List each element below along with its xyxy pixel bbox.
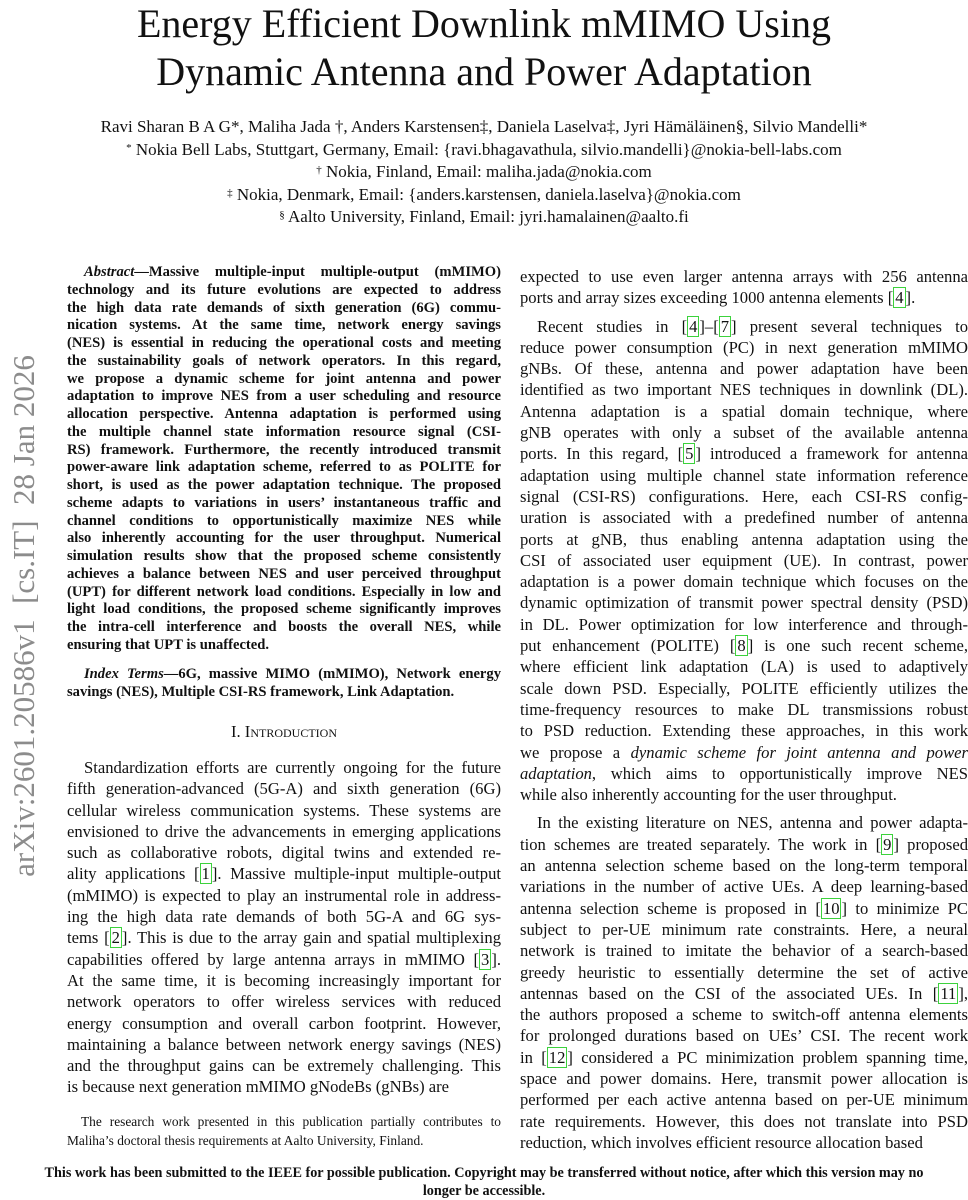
text-line: the high data rate demands of sixth generation (6G) commu- [67, 299, 501, 316]
citation-link[interactable]: 1 [201, 864, 210, 884]
text-line: ports. In this regard, [ 5 ] introduced a framework for antenna [520, 444, 968, 464]
text-line: such as collaborative robots, digital twins and extended re- [67, 843, 501, 863]
text-line: expected to use even larger antenna arrays with 256 antenna [520, 267, 968, 286]
paragraph [520, 316, 968, 806]
affiliation-text: Nokia Bell Labs, Stuttgart, Germany, Email: {ravi.bhagavathula, silvio.mandelli}@nokia-bell-labs.com [135, 139, 842, 159]
italic-text: dynamic scheme for joint antenna and power [630, 742, 968, 762]
text-line: the intra-cell interference and boosts the overall NES, while [67, 619, 501, 635]
paragraph [520, 812, 968, 1153]
text-line: where efficient link adaptation (LA) is used to adaptively [520, 657, 968, 677]
text-line: ensuring that UPT is unaffected. [67, 636, 270, 653]
affiliation [0, 161, 968, 184]
text-line: we propose a dynamic scheme for joint antenna and power [67, 370, 501, 387]
text-line: time-frequency resources to make DL transmissions robust [520, 699, 968, 719]
citation-link[interactable]: 4 [689, 316, 698, 336]
text-line: gNBs. Of these, antenna and power adaptation have been [520, 359, 968, 379]
right-column-body [520, 266, 968, 1160]
text-line: cellular wireless communication systems. These systems are [67, 800, 501, 820]
notice-line: This work has been submitted to the IEEE for possible publication. Copyright may be transferred without notice, after which this version may no [44, 1165, 924, 1181]
text-line: capabilities offered by large antenna arrays in mMIMO [ 3 ]. [67, 949, 501, 969]
affiliation [0, 139, 968, 162]
text-line: network operators to offer wireless services with reduced [67, 992, 501, 1012]
text-line: RS) framework. Furthermore, the recently introduced transmit [67, 441, 501, 458]
section-heading: I. Introduction [230, 722, 337, 741]
text-line: adaptation using multiple channel state information reference [520, 465, 968, 485]
affiliation-mark: § [279, 209, 285, 221]
text-line: simulation results show that the proposed scheme consistently [67, 548, 501, 564]
affiliation-text: Aalto University, Finland, Email: jyri.hamalainen@aalto.fi [288, 207, 689, 226]
affiliation-mark: † [316, 164, 322, 176]
citation-link[interactable]: 5 [685, 444, 694, 464]
text-line: Standardization efforts are currently ongoing for the future [84, 758, 501, 777]
text-line: maintaining a balance between network energy savings (NES) [67, 1034, 501, 1054]
paragraph [67, 264, 501, 655]
citation-link[interactable]: 9 [883, 834, 892, 854]
text-line: performed per each active antenna based on per-UE minimum [520, 1090, 968, 1110]
text-line: the multiple channel state information resource signal (CSI- [67, 423, 501, 440]
citation-link[interactable]: 10 [822, 898, 840, 918]
text-line: At the same time, it is becoming increasingly important for [67, 970, 501, 990]
text-line: to PSD reduction. Extending these approaches, in this work [520, 721, 968, 741]
text-line: we propose a dynamic scheme for joint antenna and power [520, 742, 968, 762]
citation-link[interactable]: 8 [737, 636, 746, 656]
text-line: for prolonged durations based on UEs’ CSI. The recent work [520, 1026, 968, 1046]
text-line: space and power domains. Here, transmit power allocation is [520, 1068, 968, 1088]
text-line: scale down PSD. Especially, POLITE efficiently utilizes the [520, 678, 968, 698]
text-line: ing the high data rate demands of both 5G-A and 6G sys- [67, 907, 501, 927]
paper-title [0, 0, 968, 96]
italic-text: adaptation [520, 763, 592, 783]
text-line: greedy heuristic to essentially determine the set of active [520, 962, 968, 982]
author-block [0, 116, 968, 229]
text-line: antenna selection scheme is proposed in [ 10 ] to minimize PC [520, 898, 968, 918]
abstract [67, 264, 501, 662]
affiliation [0, 206, 968, 229]
text-line: dynamic optimization of transmit power spectral density (PSD) [520, 593, 968, 613]
copyright-notice [0, 1164, 968, 1200]
text-line: power-aware link adaptation scheme, referred to as POLITE for [67, 459, 501, 476]
text-line: while also inherently accounting for the user throughput. [520, 785, 897, 805]
text-line: In the existing literature on NES, antenna and power adapta- [537, 813, 968, 833]
italic-text: Abstract [84, 264, 135, 280]
citation-link[interactable]: 2 [111, 928, 120, 948]
citation-link[interactable]: 12 [548, 1047, 566, 1067]
text-line: CSI of associated user equipment (UE). In contrast, power [520, 550, 968, 570]
text-line: allocation perspective. Antenna adaptation is performed using [67, 406, 501, 422]
text-line: gNB operates with only a subset of the available antenna [520, 423, 968, 443]
text-line: signal (CSI-RS) configurations. Here, each CSI-RS config- [520, 486, 968, 506]
text-line: network is trained to imitate the behavior of a search-based [520, 941, 968, 961]
text-line: subject to per-UE minimum rate constraints. Here, a neural [520, 919, 968, 939]
text-line: ports at gNB, thus enabling antenna adaptation using the [520, 529, 968, 549]
text-line: (NES) is essential in reducing the operational costs and meeting [67, 335, 501, 351]
citation-link[interactable]: 3 [481, 949, 490, 969]
affiliation-text: Nokia, Finland, Email: maliha.jada@nokia.com [325, 162, 652, 181]
text-line: Abstract—Massive multiple-input multiple-output (mMIMO) [84, 264, 501, 280]
title-line: Dynamic Antenna and Power Adaptation [156, 49, 812, 94]
text-line: reduce power consumption (PC) in next generation mMIMO [520, 337, 968, 357]
footnote-line: Maliha’s doctoral thesis requirements at Aalto University, Finland. [67, 1133, 424, 1148]
title-line: Energy Efficient Downlink mMIMO Using [136, 1, 831, 46]
affiliation-text: Nokia, Denmark, Email: {anders.karstensen, daniela.laselva}@nokia.com [236, 184, 741, 204]
paragraph [67, 666, 501, 702]
text-line: channel conditions to opportunistically maximize NES while [67, 512, 501, 529]
text-line: achieves a balance between NES and user perceived throughput [67, 565, 501, 582]
text-line: tems [ 2 ]. This is due to the array gain and spatial multiplexing [67, 928, 501, 948]
text-line: scheme adapts to variations in users’ instantaneous traffic and [67, 494, 501, 511]
text-line: adaptation, which aims to opportunistically improve NES [520, 763, 968, 783]
text-line: envisioned to drive the advancements in emerging applications [67, 821, 501, 841]
text-line: also inherently accounting for the user throughput. Numerical [67, 530, 501, 547]
notice-line: longer be accessible. [422, 1183, 546, 1199]
text-line: in DL. Power optimization for low interference and through- [520, 614, 968, 634]
arxiv-stamp: arXiv:2601.20586v1 [cs.IT] 28 Jan 2026 [6, 355, 41, 877]
text-line: energy consumption and overall carbon footprint. However, [67, 1013, 501, 1033]
citation-link[interactable]: 7 [720, 316, 730, 336]
text-line: adaptation is a power domain technique which focuses on the [520, 572, 968, 592]
paragraph [520, 266, 968, 309]
citation-link[interactable]: 11 [940, 983, 957, 1003]
text-line: Antenna adaptation is a spatial domain technique, where [520, 401, 968, 421]
text-line: in [ 12 ] considered a PC minimization problem spanning time, [520, 1047, 968, 1067]
italic-text: Index Terms [84, 666, 164, 682]
text-line: technology and its future evolutions are expected to address [67, 281, 501, 298]
text-line: and the throughput gains can be extremely challenging. This [67, 1056, 501, 1076]
index-terms [67, 666, 501, 709]
text-line: the authors proposed a scheme to switch-off antenna elements [520, 1005, 968, 1025]
text-line: light load conditions, the proposed scheme significantly improves [67, 601, 501, 618]
text-line: variations in the number of active UEs. A deep learning-based [520, 877, 968, 897]
text-line: is because next generation mMIMO gNodeBs (gNBs) are [67, 1077, 450, 1097]
footnote [67, 1112, 501, 1150]
footnote-line: The research work presented in this publication partially contributes to [81, 1114, 501, 1129]
affiliation-mark: * [126, 141, 132, 154]
affiliation-mark: ‡ [227, 186, 233, 199]
text-line: ality applications [ 1 ]. Massive multiple-input multiple-output [67, 864, 501, 884]
left-column-body [67, 757, 501, 1105]
affiliation [0, 184, 968, 207]
text-line: an antenna selection scheme based on the long-term temporal [520, 856, 968, 876]
text-line: identified as two important NES techniques in downlink (DL). [520, 380, 968, 400]
text-line: nication systems. At the same time, network energy savings [67, 317, 501, 334]
citation-link[interactable]: 4 [895, 288, 904, 308]
text-line: adaptation to improve NES from a user scheduling and resource [67, 388, 501, 405]
text-line: uration is associated with a predefined number of antenna [520, 508, 968, 528]
text-line: the sustainability goals of network operators. In this regard, [67, 352, 501, 369]
text-line: reduction, which involves efficient resource allocation based [520, 1132, 923, 1152]
paragraph [67, 757, 501, 1098]
text-line: put enhancement (POLITE) [ 8 ] is one such recent scheme, [520, 636, 968, 656]
text-line: short, is used as the power adaptation technique. The proposed [67, 477, 501, 493]
author-list: Ravi Sharan B A G*, Maliha Jada †, Anders Karstensen‡, Daniela Laselva‡, Jyri Hämäläinen§, Silvio Mandelli* [100, 117, 868, 136]
text-line: (UPT) for different network load conditions. Especially in low and [67, 583, 501, 600]
text-line: antennas based on the CSI of the associated UEs. In [ 11 ], [520, 983, 968, 1003]
text-line: fifth generation-advanced (5G-A) and sixth generation (6G) [67, 779, 501, 799]
text-line: rate requirements. However, this does not translate into PSD [520, 1111, 968, 1131]
text-line: savings (NES), Multiple CSI-RS framework, Link Adaptation. [67, 683, 455, 700]
text-line: Index Terms—6G, massive MIMO (mMIMO), Network energy [84, 666, 501, 682]
text-line: ports and array sizes exceeding 1000 antenna elements [ 4 ]. [520, 288, 916, 308]
text-line: tion schemes are treated separately. The work in [ 9 ] proposed [520, 834, 968, 854]
text-line: (mMIMO) is expected to play an instrumental role in address- [67, 885, 501, 905]
text-line: Recent studies in [ 4 ]–[ 7 ] present several techniques to [537, 316, 968, 336]
